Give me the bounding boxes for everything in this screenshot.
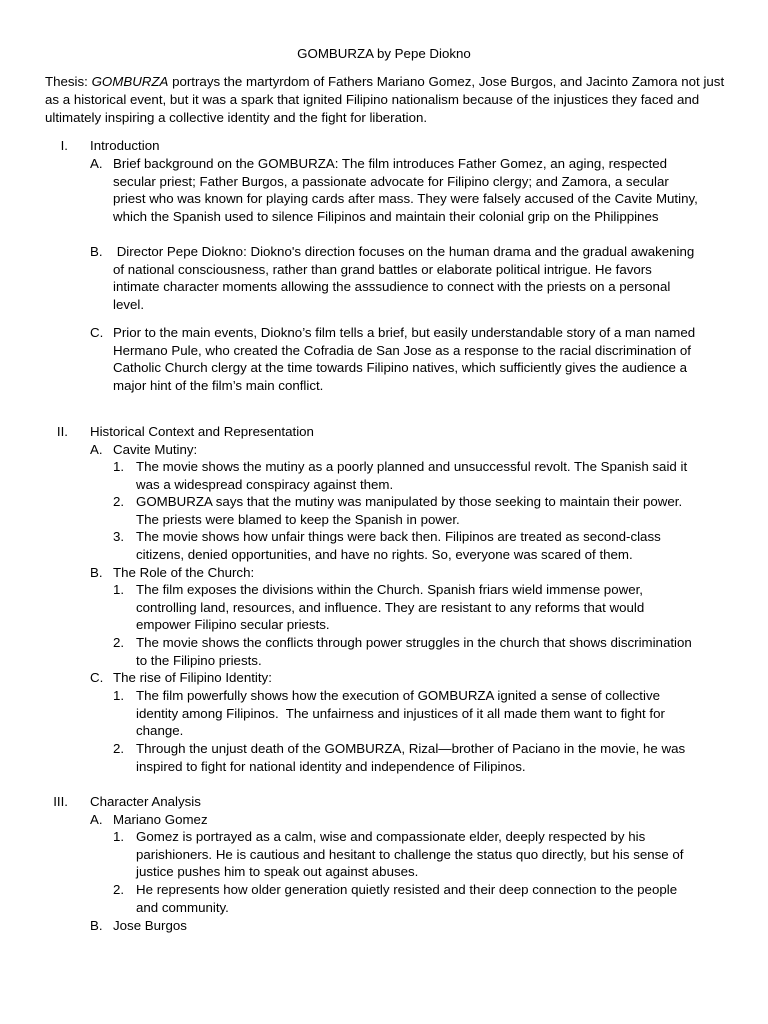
point-number: 2. [113,882,125,897]
section-numeral: III. [53,794,68,809]
text-line: The film exposes the divisions within the Church. Spanish friars wield immense power, [136,582,643,597]
section-heading: Historical Context and Representation [90,424,314,439]
point-text [136,528,716,563]
text-line: to the Filipino priests. [136,652,262,668]
text-line: The film powerfully shows how the execution of GOMBURZA ignited a sense of collective [136,688,660,703]
item-label: Jose Burgos [113,918,187,933]
text-line: Prior to the main events, Diokno’s film tells a brief, but easily understandable story of a man named [113,325,696,340]
text-line: controlling land, resources, and influence. They are resistant to any reforms that would [136,599,645,615]
text-line: major hint of the film’s main conflict. [113,377,324,393]
text-line: citizens, denied opportunities, and have no rights. So, everyone was scared of them. [136,546,633,562]
point-number: 1. [113,459,125,474]
text-line: Hermano Pule, who created the Cofradia de San Jose as a response to the racial discrimination of [113,342,691,358]
document-title: GOMBURZA by Pepe Diokno [297,46,471,61]
point-number: 3. [113,529,125,544]
point-text [136,634,716,669]
item-label: Cavite Mutiny: [113,442,198,457]
text-line: which the Spanish used to silence Filipinos and maintain their colonial grip on the Philippines [113,208,659,224]
text-line: Catholic Church clergy at the time towards Filipino natives, which sufficiently gives the audience a [113,360,688,376]
text-line: GOMBURZA says that the mutiny was manipulated by those seeking to maintain their power. [136,494,683,509]
point-text [136,828,716,881]
point-number: 2. [113,494,125,509]
item-letter: C. [90,325,104,340]
item-label: The rise of Filipino Identity: [113,670,272,685]
text-line: intimate character moments allowing the asssudience to connect with the priests on a personal [113,279,671,295]
section-heading: Introduction [90,138,160,153]
thesis-emphasis: GOMBURZA [91,74,169,89]
section-numeral: I. [60,138,68,153]
point-number: 1. [113,829,125,844]
item-letter: A. [90,156,103,171]
text-line: parishioners. He is cautious and hesitant to challenge the status quo directly, but his sense of [136,846,684,862]
text-line: Brief background on the GOMBURZA: The film introduces Father Gomez, an aging, respected [113,156,668,171]
point-text [136,740,716,775]
point-text [136,581,716,634]
text-line: The movie shows the mutiny as a poorly planned and unsuccessful revolt. The Spanish said it [136,459,688,474]
text-line: empower Filipino secular priests. [136,617,330,633]
text-line: The movie shows the conflicts through power struggles in the church that shows discrimination [136,635,692,650]
text-line: inspired to fight for national identity and independence of Filipinos. [136,758,526,774]
item-letter: C. [90,670,104,685]
text-line: and community. [136,899,229,915]
text-line: The movie shows how unfair things were back then. Filipinos are treated as second-class [136,529,661,544]
thesis-label: Thesis: [45,74,92,89]
item-text [113,243,723,313]
text-line: Gomez is portrayed as a calm, wise and compassionate elder, deeply respected by his [136,829,646,844]
thesis-paragraph [45,73,725,127]
text-line: change. [136,723,184,739]
point-number: 1. [113,582,125,597]
point-number: 1. [113,688,125,703]
item-letter: B. [90,244,103,259]
point-text [136,881,716,916]
item-label: The Role of the Church: [113,565,255,580]
text-line: He represents how older generation quietly resisted and their deep connection to the people [136,882,678,897]
text-line: The priests were blamed to keep the Spanish in power. [136,511,460,527]
text-line: of national consciousness, rather than grand battles or elaborate political intrigue. He favors [113,261,652,277]
section-heading: Character Analysis [90,794,201,809]
text-line: identity among Filipinos. The unfairness and injustices of it all made them want to fight for [136,705,665,721]
text-line: Director Pepe Diokno: Diokno's direction focuses on the human drama and the gradual awakening [113,244,695,259]
item-label: Mariano Gomez [113,812,208,827]
text-line: level. [113,296,145,312]
text-line: secular priest; Father Burgos, a passionate advocate for Filipino clergy; and Zamora, a secular [113,173,669,189]
point-number: 2. [113,741,125,756]
thesis-text: portrays the martyrdom of Fathers Mariano Gomez, Jose Burgos, and Jacinto Zamora not just as a historical event, but it was a spark that ignited Filipino nationalism because of the injustices they faced and ultimately inspiring a collective identity and the fight for liberation. [45,74,725,125]
point-text [136,687,716,740]
item-text [113,155,723,225]
item-letter: B. [90,565,103,580]
point-text [136,493,716,528]
item-letter: A. [90,812,103,827]
item-text [113,324,723,394]
text-line: Through the unjust death of the GOMBURZA, Rizal—brother of Paciano in the movie, he was [136,741,686,756]
section-numeral: II. [56,424,68,439]
point-number: 2. [113,635,125,650]
text-line: priest who was known for playing cards after mass. They were falsely accused of the Cavite Mutiny, [113,191,698,207]
item-letter: B. [90,918,103,933]
text-line: was a widespread conspiracy against them. [136,476,394,492]
item-letter: A. [90,442,103,457]
text-line: justice pushes him to speak out against abuses. [136,864,419,880]
point-text [136,458,716,493]
